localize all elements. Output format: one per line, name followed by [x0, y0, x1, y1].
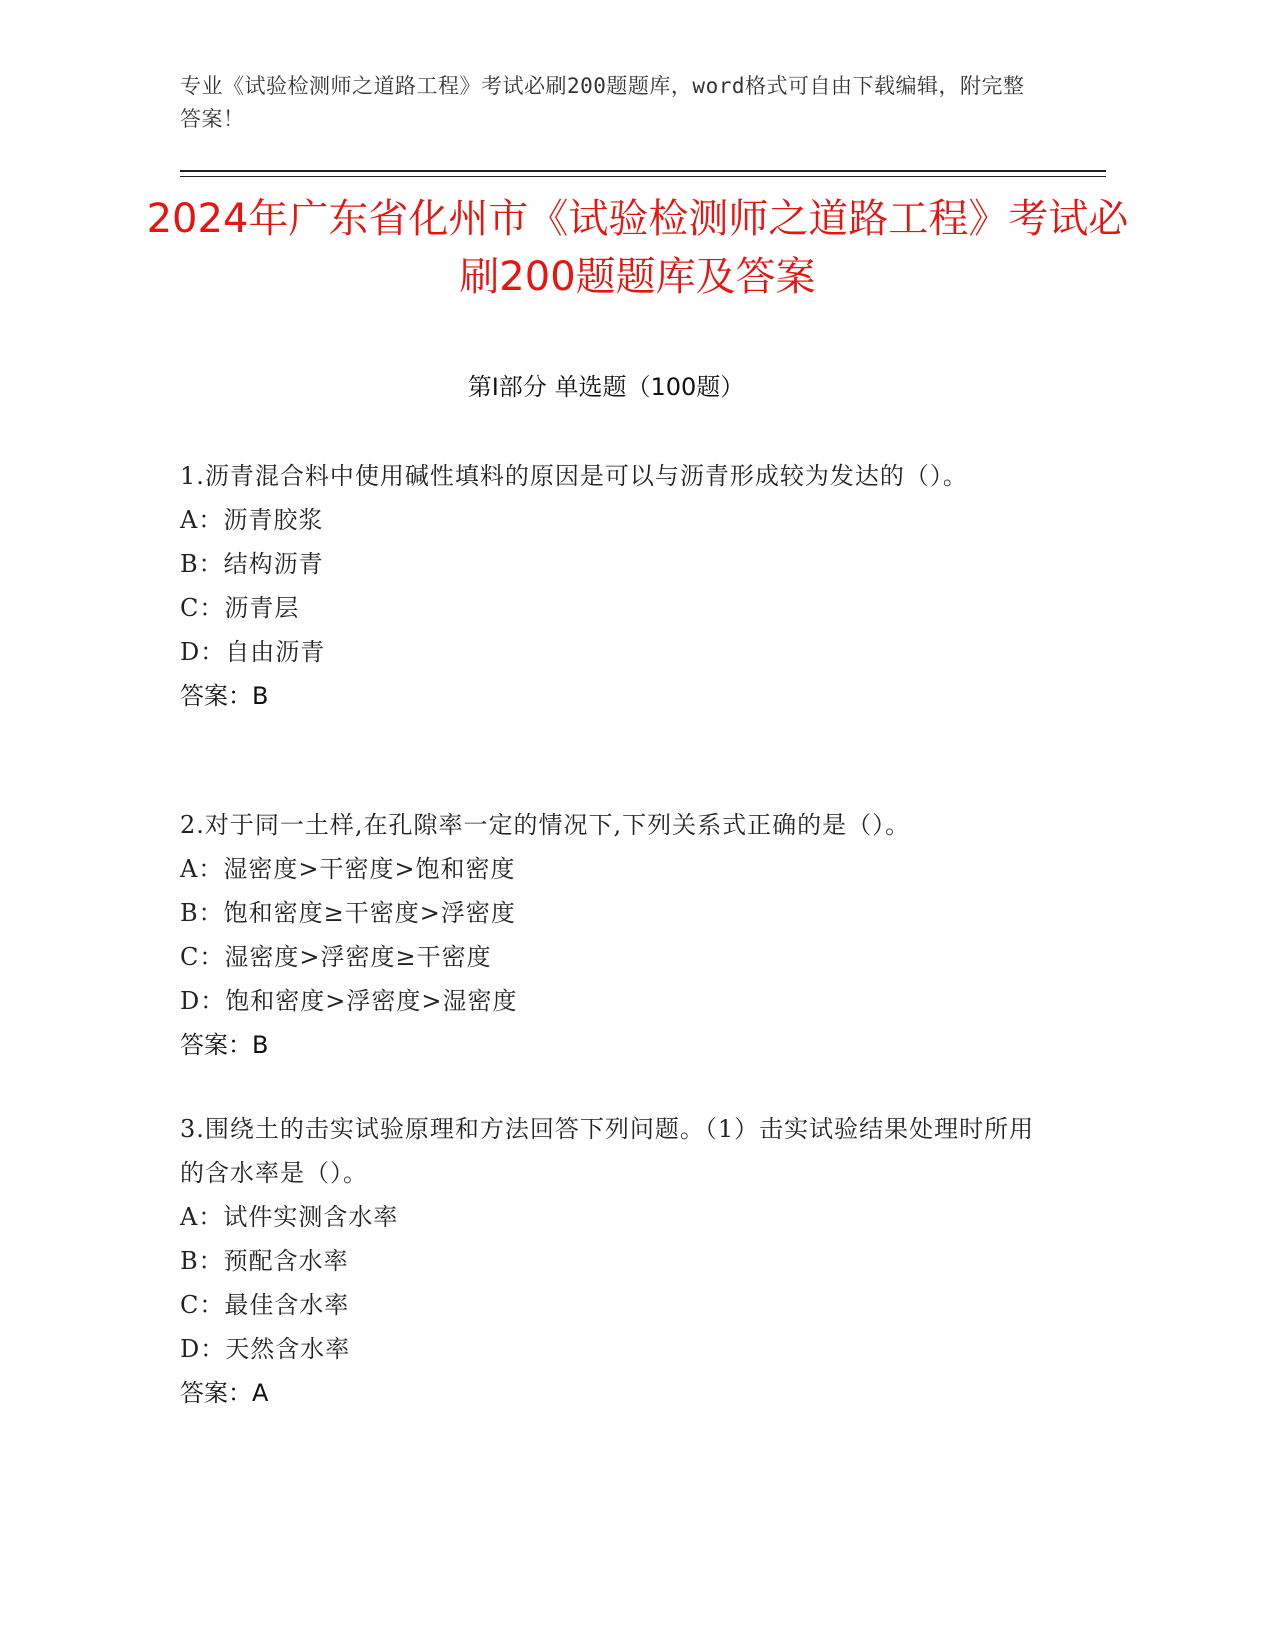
question-stem: 1.沥青混合料中使用碱性填料的原因是可以与沥青形成较为发达的（）。: [180, 462, 968, 490]
question-1: [180, 454, 1040, 718]
header-divider-thick: [180, 170, 1106, 172]
header-divider-thin: [180, 176, 1106, 177]
option-c: C：湿密度>浮密度≥干密度: [180, 943, 492, 971]
answer: 答案：B: [180, 1031, 269, 1059]
section-title: 第I部分 单选题（100题）: [467, 373, 745, 401]
option-a: A：沥青胶浆: [180, 506, 324, 534]
option-c: C：最佳含水率: [180, 1291, 350, 1319]
header-note: 专业《试验检测师之道路工程》考试必刷200题题库，word格式可自由下载编辑，附完整答案！: [180, 74, 1025, 131]
question-2: [180, 803, 1040, 1067]
question-3: [180, 1107, 1040, 1415]
option-d: D：自由沥青: [180, 638, 326, 666]
option-a: A：试件实测含水率: [180, 1203, 399, 1231]
option-c: C：沥青层: [180, 594, 300, 622]
option-b: B：结构沥青: [180, 550, 324, 578]
document-title: 2024年广东省化州市《试验检测师之道路工程》考试必刷200题题库及答案: [146, 196, 1129, 300]
option-b: B：饱和密度≥干密度>浮密度: [180, 899, 516, 927]
option-d: D：天然含水率: [180, 1335, 351, 1363]
question-stem: 2.对于同一土样,在孔隙率一定的情况下,下列关系式正确的是（）。: [180, 811, 911, 839]
answer: 答案：A: [180, 1379, 269, 1407]
question-stem: 3.围绕土的击实试验原理和方法回答下列问题。（1）击实试验结果处理时所用的含水率是（）。: [180, 1115, 1035, 1187]
option-a: A：湿密度>干密度>饱和密度: [180, 855, 516, 883]
answer: 答案：B: [180, 682, 269, 710]
option-d: D：饱和密度>浮密度>湿密度: [180, 987, 518, 1015]
option-b: B：预配含水率: [180, 1247, 349, 1275]
